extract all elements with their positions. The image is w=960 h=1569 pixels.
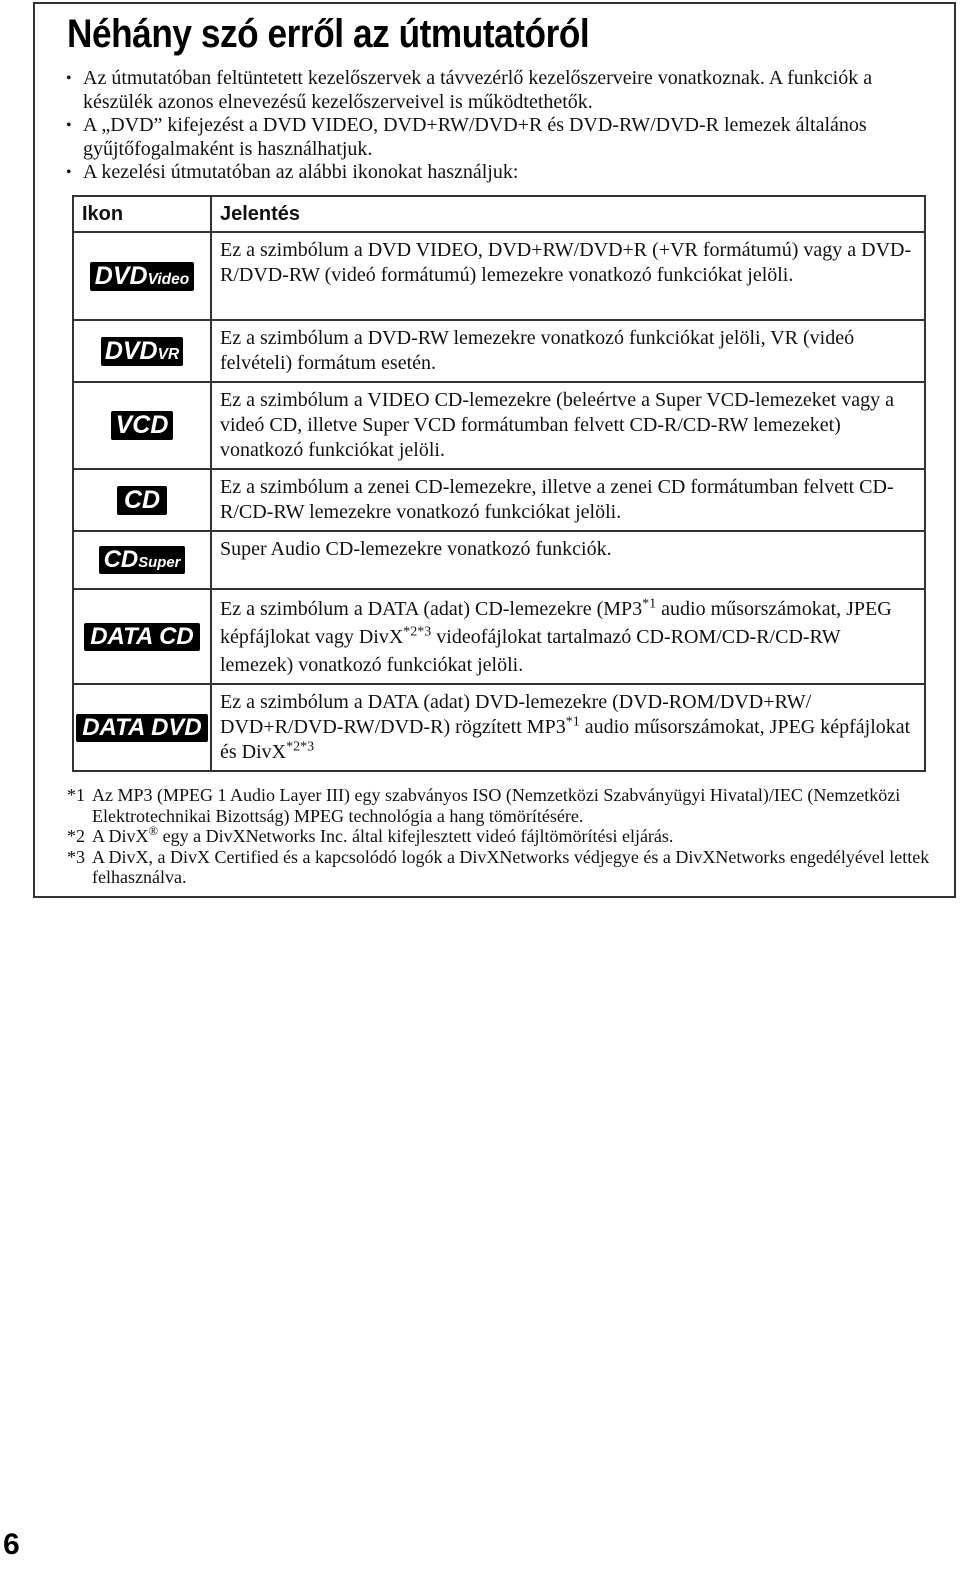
table-row xyxy=(73,469,925,531)
icon-cell xyxy=(73,469,211,531)
footnote-mark: *3 xyxy=(67,846,85,867)
meaning-cell: Ez a szimbólum a zenei CD-lemezekre, illetve a zenei CD formátumban felvett CD-R/CD-RW lemezekre vonatkozó funkciókat jelöli. xyxy=(211,469,925,531)
footnote-mark: *1 xyxy=(67,785,85,805)
table-row xyxy=(73,684,925,771)
header-meaning: Jelentés xyxy=(211,196,925,232)
meaning-cell: Super Audio CD-lemezekre vonatkozó funkciók. xyxy=(211,531,925,589)
footnote-item: *2 A DivX® egy a DivXNetworks Inc. által kifejlesztett videó fájltömörítési eljárás. xyxy=(67,824,674,846)
icon-cell xyxy=(73,382,211,469)
footnote-item: *3 A DivX, a DivX Certified és a kapcsolódó logók a DivXNetworks védjegye és a DivXNetworks engedélyével lettek felhasználva. xyxy=(67,846,930,887)
table-row xyxy=(73,320,925,382)
icon-cell xyxy=(73,531,211,589)
footnote-ref: *2*3 xyxy=(403,624,432,640)
meaning-cell: Ez a szimbólum a DVD-RW lemezekre vonatkozó funkciókat jelöli, VR (videó felvételi) formátum esetén. xyxy=(211,320,925,382)
icon-table xyxy=(72,195,926,772)
meaning-cell: Ez a szimbólum a DATA (adat) CD-lemezekre (MP3$^{*1}$ audio műsorszámokat, JPEG képfájlokat vagy DivX$^{*2*3}$ videofájlokat tartalmazó CD-ROM/CD-R/CD-RW lemezek) vonatkozó funkciókat jelöli. xyxy=(211,589,925,684)
icon-cell xyxy=(73,232,211,320)
meaning-cell: Ez a szimbólum a VIDEO CD-lemezekre (beleértve a Super VCD-lemezeket vagy a videó CD, illetve Super VCD formátumban felvett CD-R/CD-RW lemezeket) vonatkozó funkciókat jelöli. xyxy=(211,382,925,469)
page-title: Néhány szó erről az útmutatóról xyxy=(67,12,590,56)
bullet-item: • A „DVD” kifejezést a DVD VIDEO, DVD+RW/DVD+R és DVD-RW/DVD-R lemezek általános gyűjtőfogalmaként is használhatjuk. xyxy=(64,114,944,161)
footnote-item: *1 Az MP3 (MPEG 1 Audio Layer III) egy szabványos ISO (Nemzetközi Szabványügyi Hivatal)/IEC (Nemzetközi Elektrotechnikai Bizottság) MPEG technológia a hang tömörítésére. xyxy=(67,785,901,826)
header-icon: Ikon xyxy=(73,196,211,232)
icon-cell xyxy=(73,589,211,684)
intro-bullet-list xyxy=(64,67,944,185)
cd-icon: CD xyxy=(117,486,167,515)
dvd-video-icon: DVDVideo xyxy=(90,262,194,291)
meaning-cell: Ez a szimbólum a DVD VIDEO, DVD+RW/DVD+R (+VR formátumú) vagy a DVD-R/DVD-RW (videó formátumú) lemezekre vonatkozó funkciókat jelöli. xyxy=(211,232,925,320)
icon-table-header xyxy=(73,196,925,232)
registered-mark: ® xyxy=(148,824,159,838)
footnote-mark: *2 xyxy=(67,826,85,846)
dvd-vr-icon: DVDVR xyxy=(101,337,183,366)
table-row xyxy=(73,232,925,320)
bullet-item: • Az útmutatóban feltüntetett kezelőszervek a távvezérlő kezelőszerveire vonatkoznak. A funkciók a készülék azonos elnevezésű kezelőszerveivel is működtethetők. xyxy=(64,67,944,114)
footnote-ref: *1 xyxy=(565,714,580,730)
table-row xyxy=(73,589,925,684)
footnote-ref: *1 xyxy=(642,596,657,612)
vcd-icon: VCD xyxy=(111,411,174,440)
icon-cell xyxy=(73,320,211,382)
meaning-cell: Ez a szimbólum a DATA (adat) DVD-lemezekre (DVD-ROM/DVD+RW/ DVD+R/DVD-RW/DVD-R) rögzített MP3$^{*1}$ audio műsorszámokat, JPEG képfájlokat és DivX$^{*2*3}$ xyxy=(211,684,925,771)
bullet-item: • A kezelési útmutatóban az alábbi ikonokat használjuk: xyxy=(64,161,944,185)
footnotes xyxy=(67,785,949,888)
cd-super-icon: CDSuper xyxy=(99,546,186,574)
table-row xyxy=(73,382,925,469)
table-row xyxy=(73,531,925,589)
data-cd-icon: DATA CD xyxy=(84,623,200,651)
icon-cell xyxy=(73,684,211,771)
page-number: 6 xyxy=(3,1528,20,1561)
footnote-ref: *2*3 xyxy=(286,739,315,755)
data-dvd-icon: DATA DVD xyxy=(76,714,208,742)
